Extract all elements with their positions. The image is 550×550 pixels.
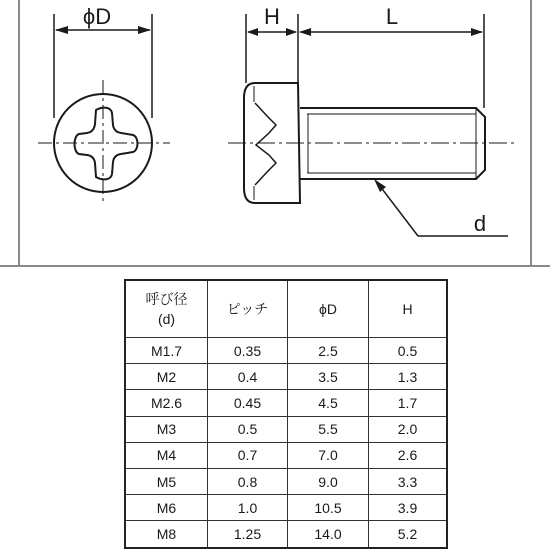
cell-height: 2.0 [369, 416, 448, 442]
cell-diameter: 14.0 [288, 521, 369, 548]
table-row [125, 416, 447, 442]
cell-pitch: 0.5 [208, 416, 288, 442]
thread-leader [374, 179, 508, 236]
table-row [125, 521, 447, 548]
cell-diameter: 4.5 [288, 390, 369, 416]
head-front-view [38, 80, 170, 205]
table-header-row [125, 280, 447, 338]
cell-pitch: 0.7 [208, 442, 288, 468]
cell-nominal: M2.6 [125, 390, 208, 416]
cell-pitch: 0.35 [208, 338, 288, 364]
table-row [125, 338, 447, 364]
cell-pitch: 0.45 [208, 390, 288, 416]
cell-height: 5.2 [369, 521, 448, 548]
header-height: H [369, 280, 448, 338]
cell-nominal: M5 [125, 468, 208, 494]
header-pitch: ピッチ [208, 280, 288, 338]
cell-height: 2.6 [369, 442, 448, 468]
cell-height: 1.3 [369, 364, 448, 390]
spec-table [124, 279, 448, 549]
cell-diameter: 9.0 [288, 468, 369, 494]
screw-technical-drawing [0, 0, 550, 270]
cell-height: 1.7 [369, 390, 448, 416]
table-row [125, 468, 447, 494]
table-row [125, 364, 447, 390]
thread-label: d [473, 211, 487, 236]
head-height-label: H [264, 4, 280, 29]
cell-nominal: M2 [125, 364, 208, 390]
table-row [125, 495, 447, 521]
cell-nominal: M3 [125, 416, 208, 442]
cell-nominal: M4 [125, 442, 208, 468]
cell-diameter: 10.5 [288, 495, 369, 521]
cell-pitch: 1.0 [208, 495, 288, 521]
header-nominal-line1: 呼び径 [145, 291, 188, 307]
header-nominal-line2: (d) [157, 311, 176, 327]
cell-nominal: M6 [125, 495, 208, 521]
header-nominal-size [125, 280, 208, 338]
cell-pitch: 1.25 [208, 521, 288, 548]
table-row [125, 442, 447, 468]
cell-height: 0.5 [369, 338, 448, 364]
cell-diameter: 7.0 [288, 442, 369, 468]
header-diameter: ϕD [288, 280, 369, 338]
length-dimension [299, 4, 484, 108]
cell-height: 3.3 [369, 468, 448, 494]
cell-diameter: 5.5 [288, 416, 369, 442]
table-row [125, 390, 447, 416]
cell-diameter: 3.5 [288, 364, 369, 390]
cell-pitch: 0.8 [208, 468, 288, 494]
cell-nominal: M8 [125, 521, 208, 548]
length-label: L [385, 4, 399, 29]
cell-nominal: M1.7 [125, 338, 208, 364]
cell-pitch: 0.4 [208, 364, 288, 390]
diameter-label: ϕD [82, 4, 112, 29]
head-height-dimension [246, 4, 298, 83]
cell-height: 3.9 [369, 495, 448, 521]
cell-diameter: 2.5 [288, 338, 369, 364]
